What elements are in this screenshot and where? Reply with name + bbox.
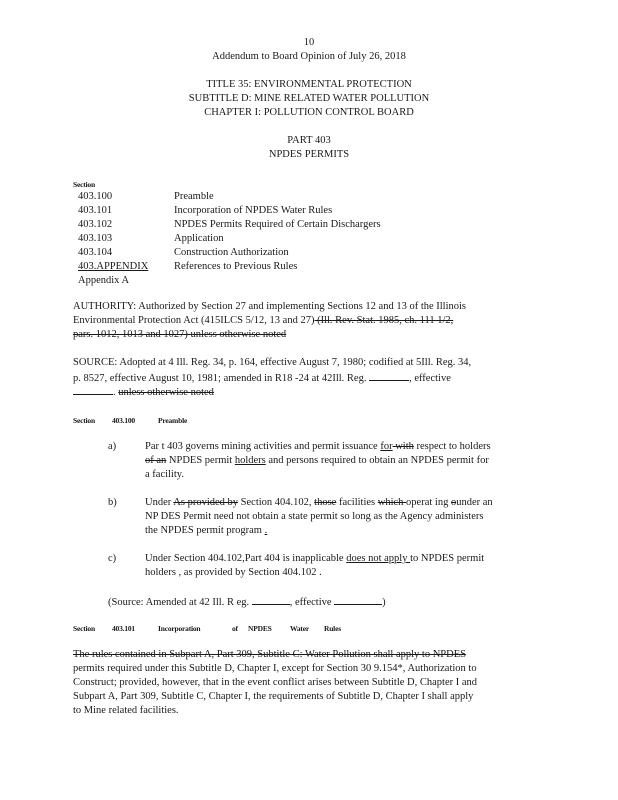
item-a-line-2: of an NPDES permit holders and persons required to obtain an NPDES permit for [145,455,489,466]
toc-title-4: Application [174,233,224,244]
authority-line-2-plain: Environmental Protection Act (415ILCS 5/12, 13 and 27) [73,315,315,326]
toc-num-4: 403.103 [78,233,113,244]
authority-line-3: pars. 1012, 1013 and 1027) unless otherwise noted [73,329,287,340]
authority-line-2 [73,314,453,328]
item-a-line-1: Par t 403 governs mining activities and permit issuance for with respect to holders [145,441,491,452]
toc-num-5: 403.104 [78,247,113,258]
toc-title-1: Preamble [174,191,214,202]
source-line-2-a: p. 8527, effective August 10, 1981; amended in R18 -24 at 42Ill. Reg. [73,373,367,384]
part-line-2: NPDES PERMITS [268,149,350,160]
title-line-3: CHAPTER I: POLLUTION CONTROL BOARD [204,107,414,118]
item-c-label: c) [108,553,117,564]
sec101-head-water: Water [290,624,309,633]
sec101-head-num: 403.101 [112,624,135,633]
item-a-label: a) [108,441,117,452]
item-b-line-3: the NPDES permit program . [145,525,268,536]
source-reg-blank [369,370,409,381]
source-line-3-struck: unless otherwise noted [118,387,214,398]
sec100-head-section: Section [73,416,95,425]
toc-num-6: 403.APPENDIX [78,261,149,272]
toc-appendix: Appendix A [78,275,130,286]
item-c-line-2: holders , as provided by Section 404.102 . [145,567,322,578]
toc-title-6: References to Previous Rules [174,261,298,272]
authority-line-1: AUTHORITY: Authorized by Section 27 and implementing Sections 12 and 13 of the Illinois [73,301,467,312]
sec101-line-1: The rules contained in Subpart A, Part 309, Subtitle C: Water Pollution shall apply to NPDES [73,649,466,660]
page-number: 10 [303,37,315,48]
source-line-2-b: , effective [409,373,451,384]
toc-title-2: Incorporation of NPDES Water Rules [174,205,333,216]
item-c-line-1: Under Section 404.102,Part 404 is inapplicable does not apply to NPDES permit [145,553,485,564]
sec101-head-of: of [232,624,238,633]
sec100-source: (Source: Amended at 42 Ill. R eg. , effective ) [108,594,386,610]
item-b-line-2: NP DES Permit need not obtain a state permit so long as the Agency administers [145,511,484,522]
sec100-date-blank [334,594,382,605]
sec100-head-num: 403.100 [112,416,135,425]
sec101-head-rules: Rules [324,624,341,633]
toc-heading: Section [73,180,95,189]
sec100-head-title: Preamble [158,416,188,425]
toc-num-1: 403.100 [78,191,113,202]
sec101-head-title: Incorporation [158,624,201,633]
toc-title-3: NPDES Permits Required of Certain Dischargers [174,219,381,230]
addendum-line: Addendum to Board Opinion of July 26, 2018 [212,51,406,62]
toc-num-2: 403.101 [78,205,113,216]
item-a-line-3: a facility. [145,469,184,480]
title-line-1: TITLE 35: ENVIRONMENTAL PROTECTION [206,79,412,90]
authority-line-2-struck: (Ill. Rev. Stat. 1985, ch. 111 1/2, [314,315,454,326]
sec101-line-5: to Mine related facilities. [73,705,179,716]
source-date-blank [73,384,113,395]
source-line-3: . unless otherwise noted [73,384,214,400]
title-line-2: SUBTITLE D: MINE RELATED WATER POLLUTION [188,93,430,104]
sec100-reg-blank [252,594,290,605]
item-b-line-1: Under As provided by Section 404.102, those facilities which operat ing ounder an [145,497,493,508]
toc-num-3: 403.102 [78,219,113,230]
sec101-line-3: Construct; provided, however, that in the event conflict arises between Subtitle D, Chapter I and [73,677,478,688]
sec101-line-2: permits required under this Subtitle D, Chapter I, except for Section 30 9.154*, Authorization to [73,663,477,674]
sec101-head-npdes: NPDES [248,624,272,633]
item-b-label: b) [108,497,117,508]
sec101-head-section: Section [73,624,95,633]
sec101-line-4: Subpart A, Part 309, Subtitle C, Chapter I, the requirements of Subtitle D, Chapter I shall apply [73,691,474,702]
toc-title-5: Construction Authorization [174,247,289,258]
part-line-1: PART 403 [287,135,331,146]
source-line-1: SOURCE: Adopted at 4 Ill. Reg. 34, p. 164, effective August 7, 1980; codified at 5Ill. Reg. 34, [73,357,472,368]
